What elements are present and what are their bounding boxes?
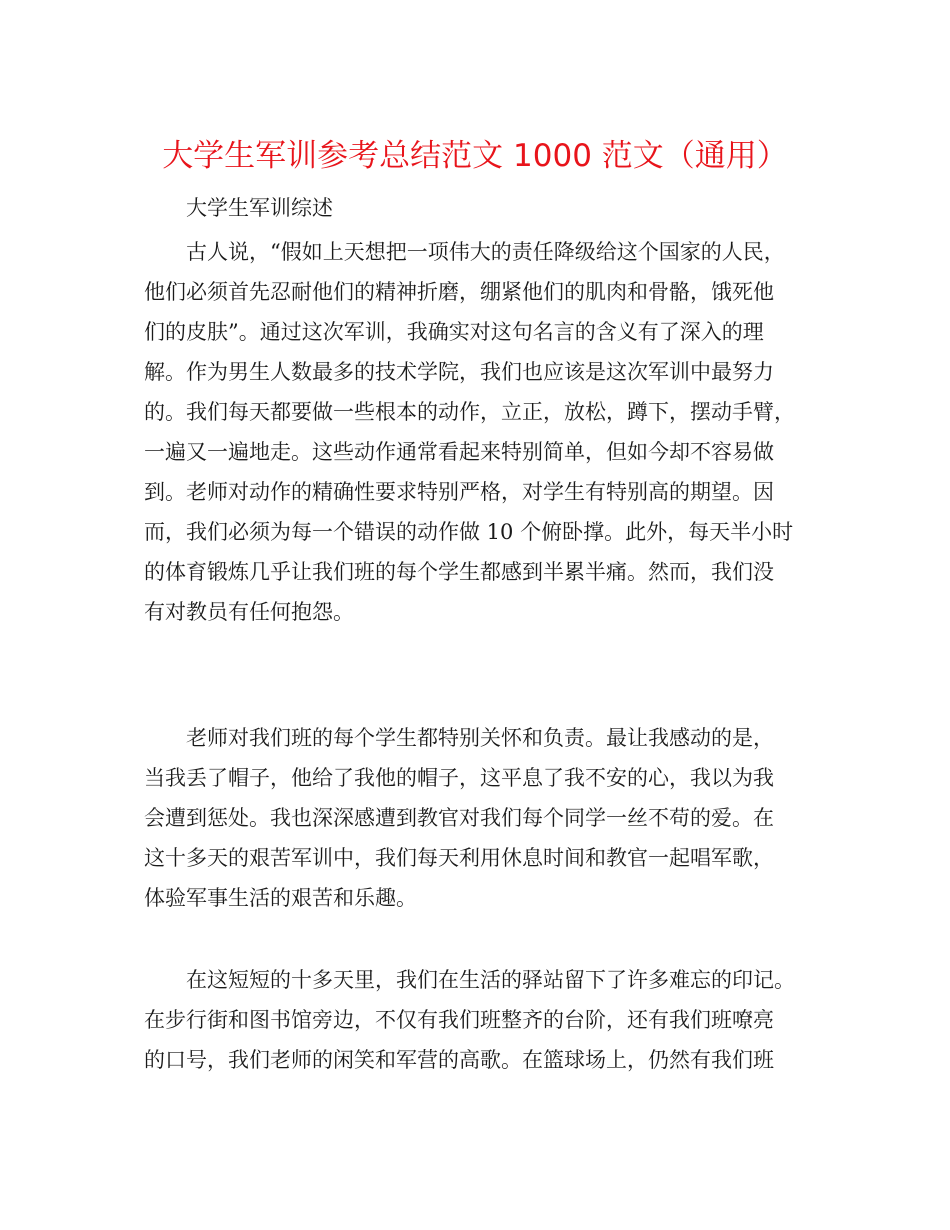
document-title: 大学生军训参考总结范文 1000 范文（通用）: [162, 138, 788, 174]
subtitle-block: [144, 188, 820, 228]
paragraph-line: 的。我们每天都要做一些根本的动作，立正，放松，蹲下，摆动手臂，: [144, 400, 795, 424]
paragraph-line: 他们必须首先忍耐他们的精神折磨，绷紧他们的肌肉和骨骼，饿死他: [144, 280, 774, 304]
paragraph-3: [144, 960, 820, 1080]
paragraph-line: 会遭到惩处。我也深深感遭到教官对我们每个同学一丝不苟的爱。在: [144, 806, 774, 830]
paragraph-line: 在步行街和图书馆旁边，不仅有我们班整齐的台阶，还有我们班嘹亮: [144, 1008, 774, 1032]
paragraph-line: 当我丢了帽子，他给了我他的帽子，这平息了我不安的心，我以为我: [144, 766, 774, 790]
paragraph-line: 体验军事生活的艰苦和乐趣。: [144, 886, 417, 910]
paragraph-1: [144, 232, 820, 632]
paragraph-line: 一遍又一遍地走。这些动作通常看起来特别简单，但如今却不容易做: [144, 440, 774, 464]
paragraph-line: 而，我们必须为每一个错误的动作做 10 个俯卧撑。此外，每天半小时: [144, 520, 794, 544]
paragraph-line: 的体育锻炼几乎让我们班的每个学生都感到半累半痛。然而，我们没: [144, 560, 774, 584]
paragraph-2: [144, 718, 820, 918]
document-subtitle: 大学生军训综述: [186, 196, 333, 220]
paragraph-line: 解。作为男生人数最多的技术学院，我们也应该是这次军训中最努力: [144, 360, 774, 384]
paragraph-line: 的口号，我们老师的闲笑和军营的高歌。在篮球场上，仍然有我们班: [144, 1048, 774, 1072]
paragraph-line: 到。老师对动作的精确性要求特别严格，对学生有特别高的期望。因: [144, 480, 774, 504]
paragraph-line: 老师对我们班的每个学生都特别关怀和负责。最让我感动的是，: [186, 726, 774, 750]
paragraph-line: 这十多天的艰苦军训中，我们每天利用休息时间和教官一起唱军歌，: [144, 846, 774, 870]
paragraph-line: 古人说，“假如上天想把一项伟大的责任降级给这个国家的人民，: [186, 240, 785, 264]
paragraph-line: 们的皮肤”。通过这次军训，我确实对这句名言的含义有了深入的理: [144, 320, 764, 344]
paragraph-line: 在这短短的十多天里，我们在生活的驿站留下了许多难忘的印记。: [186, 968, 795, 992]
paragraph-line: 有对教员有任何抱怨。: [144, 600, 354, 624]
